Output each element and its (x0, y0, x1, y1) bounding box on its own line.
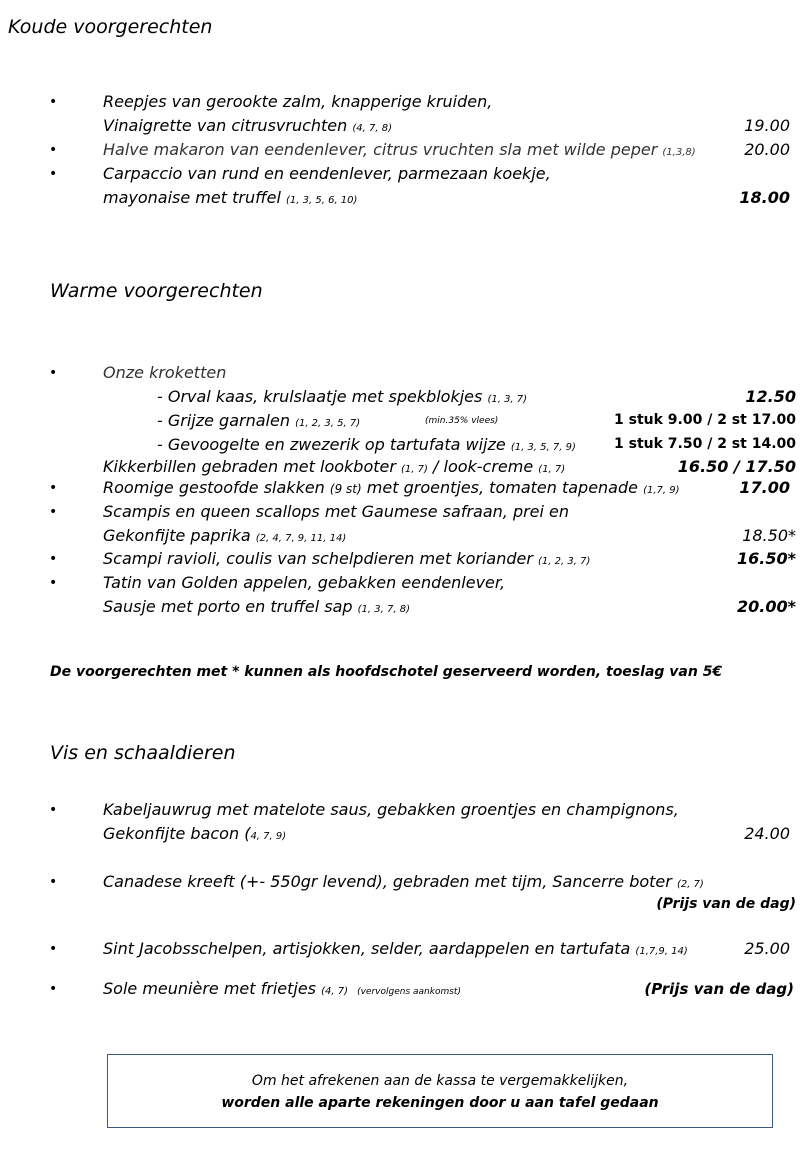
price: 24.00 (744, 824, 790, 843)
allergens: (1, 3, 7, 8) (357, 604, 410, 615)
kroket-option: - Gevoogelte en zwezerik op tartufata wijze (1, 3, 5, 7, 9) (157, 435, 576, 454)
bullet-icon: • (49, 365, 58, 381)
price: 20.00* (737, 597, 796, 616)
menu-item-line: Gekonfijte paprika (2, 4, 7, 9, 11, 14) (103, 526, 347, 545)
price: 19.00 (744, 116, 790, 135)
kroket-option: - Grijze garnalen (1, 2, 3, 5, 7) (157, 411, 361, 430)
bullet-icon: • (49, 941, 58, 957)
price: 17.00 (739, 478, 790, 497)
notice-line-1: Om het afrekenen aan de kassa te vergemakkelijken, (251, 1073, 629, 1089)
bullet-icon: • (49, 142, 58, 158)
kroket-option: - Orval kaas, krulslaatje met spekblokjes (1, 3, 7) (157, 387, 528, 406)
price: 16.50 / 17.50 (677, 457, 796, 476)
price: (Prijs van de dag) (656, 896, 796, 912)
notice-line-2: worden alle aparte rekeningen door u aan tafel gedaan (221, 1095, 659, 1111)
menu-item-line: Kabeljauwrug met matelote saus, gebakken groentjes en champignons, (103, 800, 679, 819)
allergens: (4, 7) (321, 986, 348, 997)
price: 25.00 (744, 939, 790, 958)
bullet-icon: • (49, 166, 58, 182)
bullet-icon: • (49, 480, 58, 496)
bullet-icon: • (49, 802, 58, 818)
menu-item-line: Canadese kreeft (+- 550gr levend), gebraden met tijm, Sancerre boter (2, 7) (103, 872, 704, 891)
bullet-icon: • (49, 94, 58, 110)
menu-item-line: Gekonfijte bacon (4, 7, 9) (103, 824, 287, 843)
allergens: (1, 2, 3, 5, 7) (295, 418, 361, 429)
meat-note: (min.35% vlees) (425, 416, 499, 426)
menu-item-line: Scampi ravioli, coulis van schelpdieren met koriander (1, 2, 3, 7) (103, 549, 591, 568)
surcharge-note: De voorgerechten met * kunnen als hoofdschotel geserveerd worden, toeslag van 5€ (50, 664, 723, 680)
allergens: (2, 7) (676, 879, 704, 890)
allergens: (1, 3, 7) (487, 394, 528, 405)
allergens: (4, 7, 8) (352, 123, 392, 134)
allergens: (2, 4, 7, 9, 11, 14) (255, 533, 347, 544)
menu-item-line: Vinaigrette van citrusvruchten (4, 7, 8) (103, 116, 392, 135)
allergens: (1, 2, 3, 7) (538, 556, 591, 567)
price: 18.50* (742, 526, 796, 545)
allergens: (1, 3, 5, 6, 10) (286, 195, 358, 206)
price: 18.00 (739, 188, 790, 207)
price: 1 stuk 7.50 / 2 st 14.00 (614, 436, 796, 452)
menu-item-line: Sole meunière met frietjes (4, 7) (vervolgens aankomst) (103, 979, 461, 998)
allergens: (1,7,9, 14) (635, 946, 688, 957)
section-title-warme: Warme voorgerechten (50, 280, 263, 302)
menu-item-line: Sausje met porto en truffel sap (1, 3, 7, 8) (103, 597, 410, 616)
bullet-icon: • (49, 504, 58, 520)
price: 20.00 (744, 140, 790, 159)
allergens: (1,3,8) (662, 147, 696, 158)
kroketten-title: Onze kroketten (103, 363, 227, 382)
allergens: (1, 3, 5, 7, 9) (510, 442, 576, 453)
menu-item-line: Carpaccio van rund en eendenlever, parmezaan koekje, (103, 164, 551, 183)
menu-item-line: Halve makaron van eendenlever, citrus vruchten sla met wilde peper (1,3,8) (103, 140, 696, 159)
price: 12.50 (745, 387, 796, 406)
allergens: (1,7, 9) (643, 485, 680, 496)
availability-note: (vervolgens aankomst) (357, 987, 461, 997)
bullet-icon: • (49, 575, 58, 591)
section-title-koude: Koude voorgerechten (8, 16, 213, 38)
price: 1 stuk 9.00 / 2 st 17.00 (614, 412, 796, 428)
bullet-icon: • (49, 874, 58, 890)
menu-item-line: Scampis en queen scallops met Gaumese safraan, prei en (103, 502, 570, 521)
menu-item-line: Tatin van Golden appelen, gebakken eendenlever, (103, 573, 506, 592)
menu-item-line: Roomige gestoofde slakken (9 st) met groentjes, tomaten tapenade (1,7, 9) (103, 478, 680, 497)
price: (Prijs van de dag) (644, 980, 794, 998)
bullet-icon: • (49, 551, 58, 567)
menu-item-line: mayonaise met truffel (1, 3, 5, 6, 10) (103, 188, 358, 207)
allergens: 4, 7, 9) (250, 831, 287, 842)
price: 16.50* (737, 549, 796, 568)
payment-notice-box (107, 1054, 773, 1128)
menu-item-line: Kikkerbillen gebraden met lookboter (1, 7) / look-creme (1, 7) (103, 457, 566, 476)
section-title-vis: Vis en schaaldieren (50, 742, 236, 764)
menu-item-line: Sint Jacobsschelpen, artisjokken, selder, aardappelen en tartufata (1,7,9, 14) (103, 939, 688, 958)
menu-item-line: Reepjes van gerookte zalm, knapperige kruiden, (103, 92, 493, 111)
bullet-icon: • (49, 981, 58, 997)
